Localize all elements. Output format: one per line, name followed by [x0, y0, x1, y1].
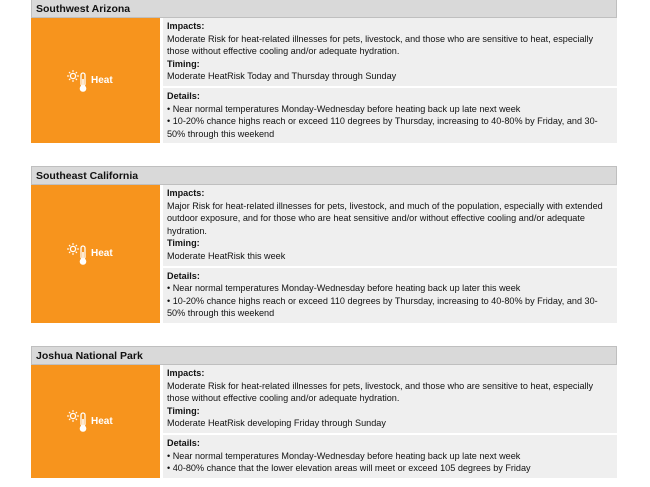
impacts-text: Moderate Risk for heat-related illnesses for pets, livestock, and those who are sensitive to heat, especially those without effective cooling and/or adequate hydration. [167, 380, 594, 404]
region-section [31, 166, 617, 323]
heat-thermometer-icon [67, 409, 89, 433]
timing-heading: Timing: [167, 238, 200, 249]
heat-thermometer-icon [67, 242, 89, 266]
timing-text: Moderate HeatRisk Today and Thursday through Sunday [167, 71, 397, 82]
timing-heading: Timing: [167, 58, 200, 69]
timing-text: Moderate HeatRisk developing Friday through Sunday [167, 418, 386, 429]
region-content [163, 185, 617, 323]
region-row [31, 185, 617, 323]
region-content [163, 18, 617, 143]
hazard-label: Heat [91, 75, 113, 87]
timing-heading: Timing: [167, 405, 200, 416]
details-item: • 10-20% chance highs reach or exceed 110 degrees by Thursday, increasing to 40-80% by Friday, and 30-50% through this weekend [167, 116, 598, 139]
details-heading: Details: [167, 437, 200, 448]
hazard-label: Heat [91, 415, 113, 427]
hazard-tile [31, 365, 163, 478]
timing-text: Moderate HeatRisk this week [167, 250, 286, 261]
impacts-text: Major Risk for heat-related illnesses for pets, livestock, and much of the population, especially with extended outdoor exposure, and for those who are heat sensitive and/or without effective cooling and/or adequate hydration. [167, 200, 603, 236]
details-item: • Near normal temperatures Monday-Wednesday before heating back up later this week [167, 283, 521, 294]
details-item: • 10-20% chance highs reach or exceed 110 degrees by Thursday, increasing to 40-80% by Friday, and 30-50% through this weekend [167, 295, 598, 319]
region-header: Southwest Arizona [31, 0, 617, 18]
details-item: • 40-80% chance that the lower elevation areas will meet or exceed 105 degrees by Friday [167, 463, 531, 474]
details-heading: Details: [167, 90, 200, 101]
region-section [31, 0, 617, 143]
heat-thermometer-icon [67, 69, 89, 93]
details-item: • Near normal temperatures Monday-Wednesday before heating back up late next week [167, 450, 521, 461]
region-row [31, 18, 617, 143]
hazard-label: Heat [91, 248, 113, 260]
region-header: Southeast California [31, 166, 617, 185]
region-section [31, 346, 617, 478]
hazard-tile [31, 185, 163, 323]
details-heading: Details: [167, 270, 200, 281]
impacts-heading: Impacts: [167, 21, 205, 31]
impacts-text: Moderate Risk for heat-related illnesses for pets, livestock, and those who are sensitive to heat, especially those without effective cooling and/or adequate hydration. [167, 33, 594, 57]
details-item: • Near normal temperatures Monday-Wednesday before heating back up late next week [167, 103, 521, 114]
region-row [31, 365, 617, 478]
region-header: Joshua National Park [31, 346, 617, 365]
hazard-tile [31, 18, 163, 143]
impacts-heading: Impacts: [167, 368, 205, 378]
impacts-heading: Impacts: [167, 188, 205, 198]
region-content [163, 365, 617, 478]
